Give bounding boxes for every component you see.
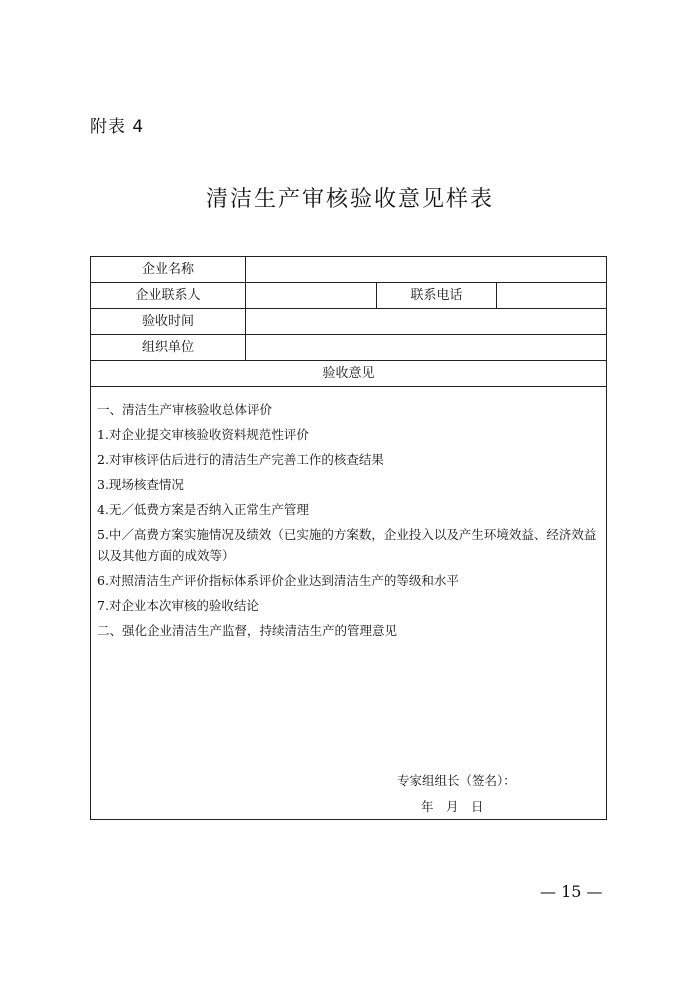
opinion-item: 2.对审核评估后进行的清洁生产完善工作的核查结果	[97, 452, 384, 467]
acceptance-time-label: 验收时间	[141, 314, 194, 329]
acceptance-time-field[interactable]	[245, 309, 606, 334]
opinion-item: 一、清洁生产审核验收总体评价	[97, 402, 273, 417]
organizer-row	[91, 335, 606, 361]
annex-label: 附表 4	[90, 117, 145, 137]
contact-person-label: 企业联系人	[135, 288, 201, 303]
opinion-header: 验收意见	[322, 366, 375, 381]
signature-label: 专家组组长（签名）：	[397, 773, 516, 788]
date-label: 年 月 日	[421, 799, 484, 814]
company-name-label: 企业名称	[141, 262, 194, 277]
opinion-body[interactable]	[91, 387, 606, 819]
phone-label: 联系电话	[376, 283, 496, 308]
organizer-field[interactable]	[245, 335, 606, 360]
company-name-field[interactable]	[245, 257, 606, 282]
opinion-item: 4.无／低费方案是否纳入正常生产管理	[97, 502, 309, 517]
phone-field[interactable]	[496, 283, 606, 308]
acceptance-form-table	[90, 256, 607, 820]
contact-row	[91, 283, 606, 309]
opinion-item: 6.对照清洁生产评价指标体系评价企业达到清洁生产的等级和水平	[97, 573, 459, 588]
opinion-item: 1.对企业提交审核验收资料规范性评价	[97, 427, 309, 442]
opinion-item: 二、强化企业清洁生产监督，持续清洁生产的管理意见	[97, 623, 398, 638]
page-number: — 15 —	[540, 882, 603, 901]
organizer-label: 组织单位	[141, 340, 194, 355]
contact-person-field[interactable]	[245, 283, 376, 308]
opinion-item: 7.对企业本次审核的验收结论	[97, 598, 259, 613]
page-title: 清洁生产审核验收意见样表	[205, 187, 494, 212]
company-name-row	[91, 257, 606, 283]
opinion-header-row	[91, 361, 606, 387]
acceptance-time-row	[91, 309, 606, 335]
opinion-item: 3.现场核查情况	[97, 477, 184, 492]
opinion-item: 5.中／高费方案实施情况及绩效（已实施的方案数，企业投入以及产生环境效益、经济效益以及其他方面的成效等）	[97, 527, 597, 563]
